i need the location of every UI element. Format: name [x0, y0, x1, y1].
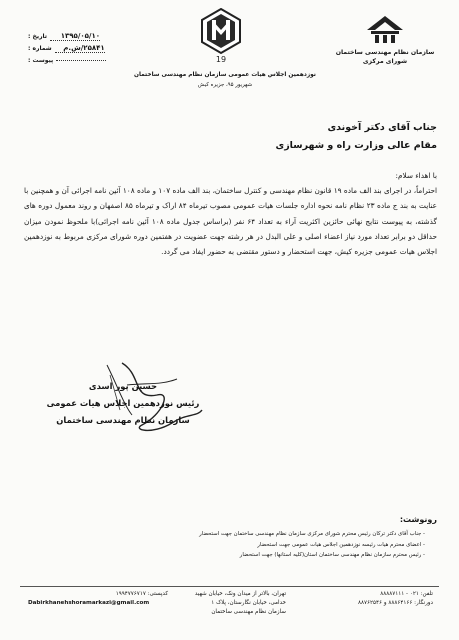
- conference-logo-icon: [201, 8, 241, 66]
- conference-title: نوزدهمین اجلاس هیات عمومی سازمان نظام مهندسی ساختمان: [134, 72, 316, 78]
- cc-item: - جناب آقای دکتر ترکان رئیس محترم شورای مرکزی سازمان نظام مهندسی ساختمان جهت استحضار: [95, 529, 425, 540]
- org-header: [333, 14, 437, 66]
- letter-meta: [28, 30, 128, 66]
- number-value: ۲۵۸۴۱/ش.م: [55, 44, 105, 53]
- org-logo-icon: [365, 14, 405, 44]
- date-value: ۱۳۹۵/۰۵/۱۰: [50, 32, 100, 41]
- date-row: [28, 30, 128, 42]
- number-row: [28, 42, 128, 54]
- signer-title-1: رئیس نوزدهمین اجلاس هیات عمومی: [46, 398, 200, 408]
- cc-title: رونوشت:: [399, 515, 437, 524]
- footer-email: Dabirkhanehshoramarkazi@gmail.com: [28, 600, 150, 606]
- cc-list: [95, 529, 425, 561]
- greeting: با اهداء سلام:: [395, 171, 437, 180]
- footer-address-2: خدامی، خیابان نگارستان، پلاک ۱: [211, 600, 286, 606]
- footer-address-3: سازمان نظام مهندسی ساختمان: [211, 609, 286, 615]
- footer-address-1: تهران، بالاتر از میدان ونک، خیابان شهید: [194, 591, 286, 597]
- footer-postal-code: کدپستی: ۱۹۹۴۷۷۶۷۱۷: [115, 591, 168, 597]
- footer-address: [178, 590, 286, 617]
- date-label: تاریخ :: [28, 32, 48, 40]
- addressee-name: جناب آقای دکتر آخوندی: [327, 122, 437, 133]
- attachment-row: [28, 54, 128, 66]
- footer-phone: تلفن: ۰۲۱ - ۸۸۸۸۷۱۱۱: [380, 591, 433, 597]
- signer-name: حسین پور اسدی: [88, 381, 158, 391]
- signer-title-2: سازمان نظام مهندسی ساختمان: [56, 415, 190, 425]
- footer-contact: [313, 590, 433, 608]
- footer-divider: [20, 586, 439, 587]
- svg-text:19: 19: [215, 55, 227, 64]
- cc-item: - اعضای محترم هیات رئیسه نوزدهمین اجلاس هیات عمومی جهت استحضار: [95, 540, 425, 551]
- signer-block: [23, 378, 223, 429]
- number-label: شماره :: [28, 44, 52, 52]
- footer-postal: [28, 590, 168, 608]
- org-name-line1: سازمان نظام مهندسی ساختمان: [335, 49, 435, 56]
- letter-body: احتراماً، در اجرای بند الف ماده ۱۹ قانون نظام مهندسی و کنترل ساختمان، بند الف ماده ۱۰۷ و ماده ۱۰۸ آئین نامه اجرائی آن و همچنین با عنایت به بند ج ماده ۲۳ نظام نامه نحوه اداره جلسات هیات عمومی مصوب تیرماه ۸۴ اراک و تیرماه ۸۵ اصفهان و روند معمول دوره های گذشته، به پیوست نتایج نهائی حائزین اکثریت آراء به تعداد ۶۴ نفر (براساس جدول ماده ۱۰۸ آئین نامه اجرائی)با ملحوظ نمودن میزان حداقل دو برابر تعداد مورد نیاز اعضاء اصلی و علی البدل در هر رشته جهت عضویت در هفتمین دوره شورای مرکزی مربوط به نوزدهمین اجلاس هیات عمومی جزیره کیش، جهت استحضار و دستور مقتضی به حضور ایفاد می گردد.: [24, 186, 438, 257]
- cc-item: - رئیس محترم سازمان نظام مهندسی ساختمان استان(کلیه استانها) جهت استحضار: [95, 550, 425, 561]
- addressee-title: مقام عالی وزارت راه و شهرسازی: [275, 140, 437, 151]
- conference-subtitle: شهریور ۹۵، جزیره کیش: [197, 82, 253, 88]
- attachment-label: پیوست :: [28, 56, 54, 64]
- attachment-value: [56, 60, 106, 61]
- footer-fax: دورنگار: ۸۸۸۶۴۱۶۶ و ۸۸۷۶۲۵۴۶: [358, 600, 433, 606]
- org-name-line2: شورای مرکزی: [362, 58, 408, 65]
